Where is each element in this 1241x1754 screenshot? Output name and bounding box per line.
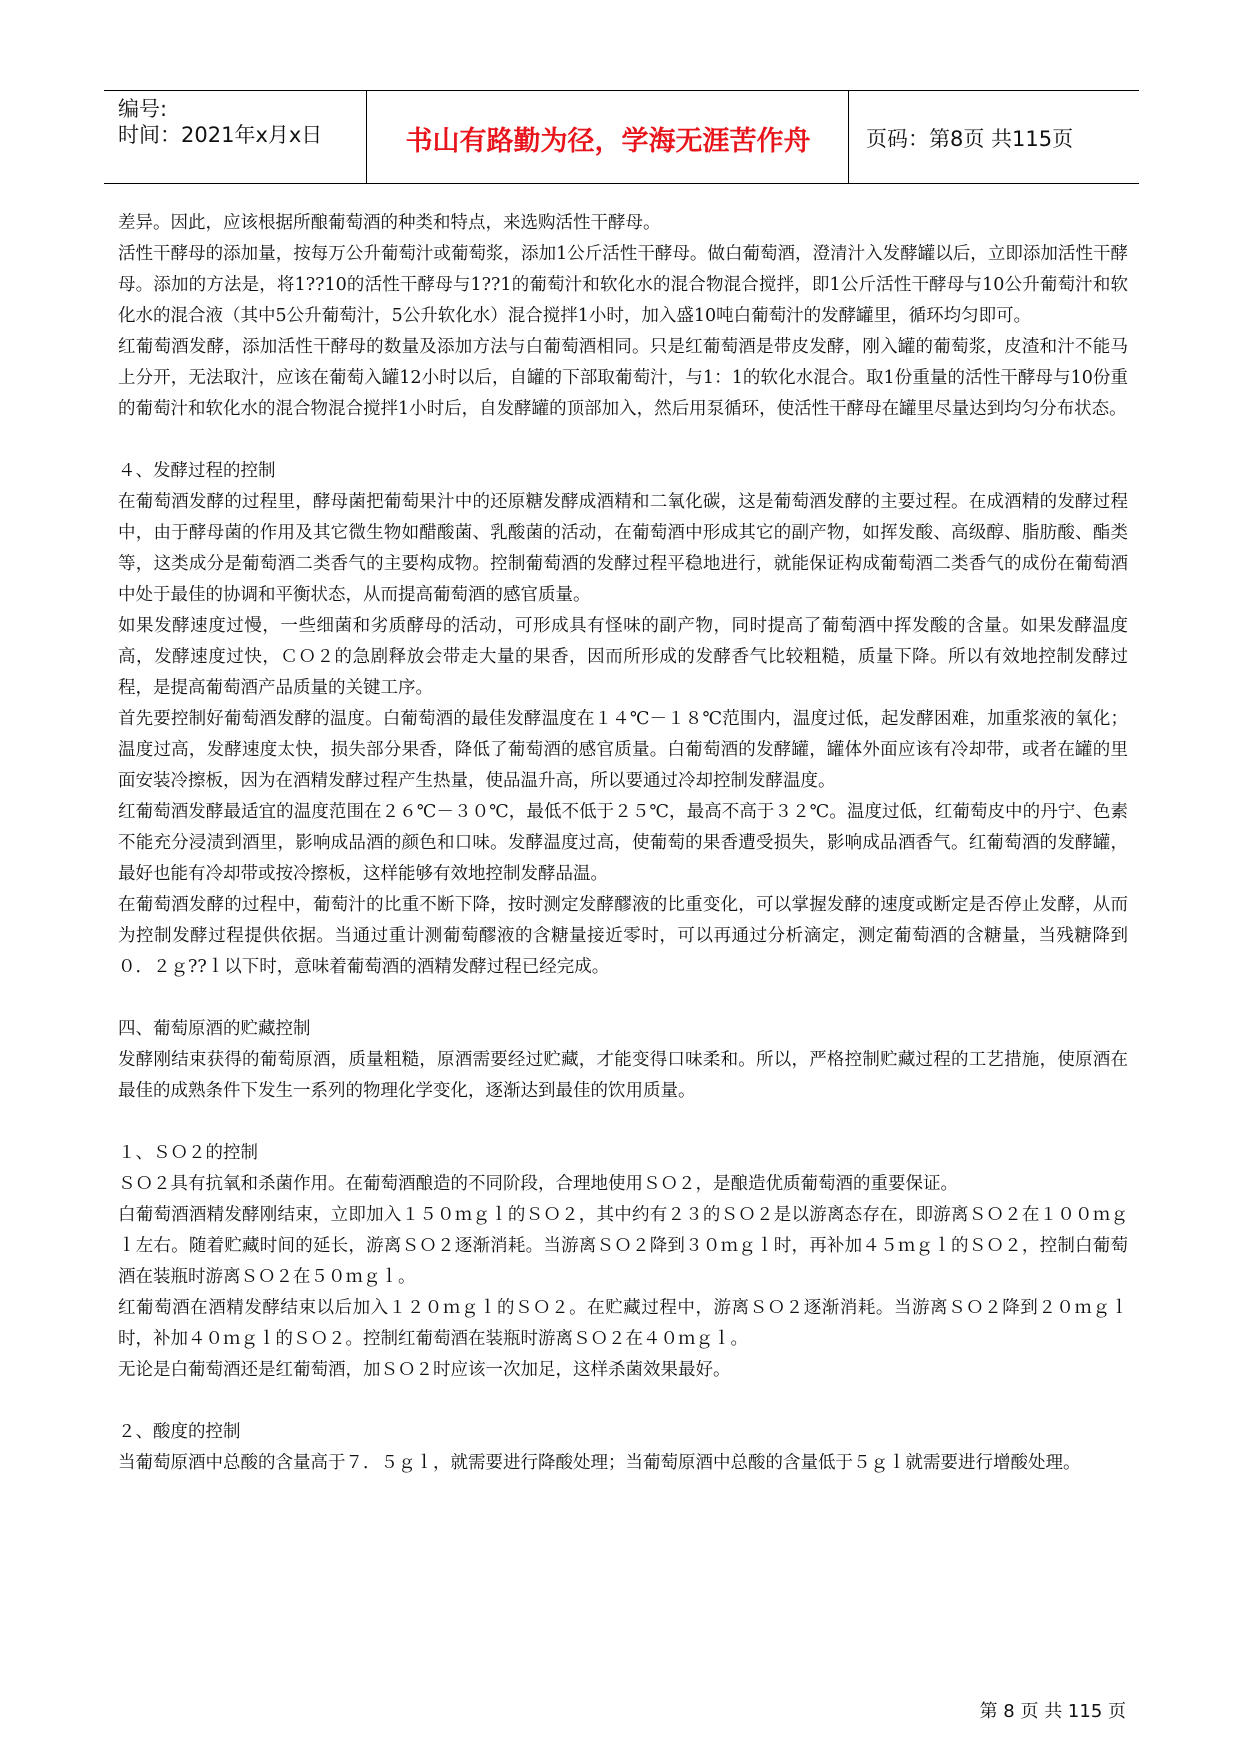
section-heading: ２、酸度的控制 <box>118 1422 241 1442</box>
paragraph: ＳＯ２具有抗氧和杀菌作用。在葡萄酒酿造的不同阶段，合理地使用ＳＯ２，是酿造优质葡萄酒的重要保证。 <box>118 1174 958 1194</box>
paragraph: 在葡萄酒发酵的过程里，酵母菌把葡萄果汁中的还原糖发酵成酒精和二氧化碳，这是葡萄酒发酵的主要过程。在成酒精的发酵过程中，由于酵母菌的作用及其它微生物如醋酸菌、乳酸菌的活动，在葡萄酒中形成其它的副产物，如挥发酸、高级醇、脂肪酸、酯类等，这类成分是葡萄酒二类香气的主要构成物。控制葡萄酒的发酵过程平稳地进行，就能保证构成葡萄酒二类香气的成份在葡萄酒中处于最佳的协调和平衡状态，从而提高葡萄酒的感官质量。 <box>118 492 1128 605</box>
paragraph: 在葡萄酒发酵的过程中，葡萄汁的比重不断下降，按时测定发酵醪液的比重变化，可以掌握发酵的速度或断定是否停止发酵，从而为控制发酵过程提供依据。当通过重计测葡萄醪液的含糖量接近零时，可以再通过分析滴定，测定葡萄酒的含糖量，当残糖降到０．２ｇ??ｌ以下时，意味着葡萄酒的酒精发酵过程已经完成。 <box>118 895 1128 977</box>
document-number-label: 编号: <box>118 97 168 121</box>
paragraph: 活性干酵母的添加量，按每万公升葡萄汁或葡萄浆，添加1公斤活性干酵母。做白葡萄酒，澄清汁入发酵罐以后，立即添加活性干酵母。添加的方法是，将1??10的活性干酵母与1??1的葡萄汁和软化水的混合物混合搅拌，即1公斤活性干酵母与10公升葡萄汁和软化水的混合液（其中5公升葡萄汁，5公升软化水）混合搅拌1小时，加入盛10吨白葡萄汁的发酵罐里，循环均匀即可。 <box>118 244 1128 326</box>
page-footer: 第 8 页 共 115 页 <box>979 1701 1126 1722</box>
header-page-number: 页码：第8页 共115页 <box>866 127 1074 151</box>
blank-line <box>118 1107 1128 1138</box>
paragraph: 红葡萄酒在酒精发酵结束以后加入１２０ｍｇｌ的ＳＯ２。在贮藏过程中，游离ＳＯ２逐渐消耗。当游离ＳＯ２降到２０ｍｇｌ时，补加４０ｍｇｌ的ＳＯ２。控制红葡萄酒在装瓶时游离ＳＯ２在４０ｍｇｌ。 <box>118 1298 1128 1349</box>
blank-line <box>118 1386 1128 1417</box>
paragraph: 如果发酵速度过慢，一些细菌和劣质酵母的活动，可形成具有怪味的副产物，同时提高了葡萄酒中挥发酸的含量。如果发酵温度高，发酵速度过快，ＣＯ２的急剧释放会带走大量的果香，因而所形成的发酵香气比较粗糙，质量下降。所以有效地控制发酵过程，是提高葡萄酒产品质量的关键工序。 <box>118 616 1128 698</box>
header-motto: 书山有路勤为径，学海无涯苦作舟 <box>405 126 811 157</box>
blank-line <box>118 425 1128 456</box>
header-page-cell <box>850 91 1139 183</box>
header-motto-cell <box>368 91 849 183</box>
paragraph: 发酵刚结束获得的葡萄原酒，质量粗糙，原酒需要经过贮藏，才能变得口味柔和。所以，严格控制贮藏过程的工艺措施，使原酒在最佳的成熟条件下发生一系列的物理化学变化，逐渐达到最佳的饮用质量。 <box>118 1050 1128 1101</box>
page-header <box>104 90 1139 184</box>
paragraph: 红葡萄酒发酵，添加活性干酵母的数量及添加方法与白葡萄酒相同。只是红葡萄酒是带皮发酵，刚入罐的葡萄浆，皮渣和汁不能马上分开，无法取汁，应该在葡萄入罐12小时以后，自罐的下部取葡萄汁，与1：1的软化水混合。取1份重量的活性干酵母与10份重的葡萄汁和软化水的混合物混合搅拌1小时后，自发酵罐的顶部加入，然后用泵循环，使活性干酵母在罐里尽量达到均匀分布状态。 <box>118 337 1128 419</box>
header-info-cell <box>104 91 367 183</box>
section-heading: １、ＳＯ２的控制 <box>118 1143 258 1163</box>
paragraph: 无论是白葡萄酒还是红葡萄酒，加ＳＯ２时应该一次加足，这样杀菌效果最好。 <box>118 1360 731 1380</box>
document-time-label: 时间：2021年x月x日 <box>118 123 323 147</box>
paragraph: 差异。因此，应该根据所酿葡萄酒的种类和特点，来选购活性干酵母。 <box>118 213 661 233</box>
document-body <box>118 208 1128 1479</box>
paragraph: 红葡萄酒发酵最适宜的温度范围在２６℃－３０℃，最低不低于２５℃，最高不高于３２℃。温度过低，红葡萄皮中的丹宁、色素不能充分浸渍到酒里，影响成品酒的颜色和口味。发酵温度过高，使葡萄的果香遭受损失，影响成品酒香气。红葡萄酒的发酵罐，最好也能有冷却带或按冷擦板，这样能够有效地控制发酵品温。 <box>118 802 1128 884</box>
paragraph: 首先要控制好葡萄酒发酵的温度。白葡萄酒的最佳发酵温度在１４℃－１８℃范围内，温度过低，起发酵困难，加重浆液的氧化；温度过高，发酵速度太快，损失部分果香，降低了葡萄酒的感官质量。白葡萄酒的发酵罐，罐体外面应该有冷却带，或者在罐的里面安装冷擦板，因为在酒精发酵过程产生热量，使品温升高，所以要通过冷却控制发酵温度。 <box>118 709 1128 791</box>
paragraph: 当葡萄原酒中总酸的含量高于７．５ｇｌ，就需要进行降酸处理；当葡萄原酒中总酸的含量低于５ｇｌ就需要进行增酸处理。 <box>118 1453 1081 1473</box>
blank-line <box>118 983 1128 1014</box>
paragraph: 白葡萄酒酒精发酵刚结束，立即加入１５０ｍｇｌ的ＳＯ２，其中约有２３的ＳＯ２是以游离态存在，即游离ＳＯ２在１００ｍｇｌ左右。随着贮藏时间的延长，游离ＳＯ２逐渐消耗。当游离ＳＯ２降到３０ｍｇｌ时，再补加４５ｍｇｌ的ＳＯ２，控制白葡萄酒在装瓶时游离ＳＯ２在５０ｍｇｌ。 <box>118 1205 1128 1287</box>
section-heading: 四、葡萄原酒的贮藏控制 <box>118 1019 311 1039</box>
section-heading: ４、发酵过程的控制 <box>118 461 276 481</box>
